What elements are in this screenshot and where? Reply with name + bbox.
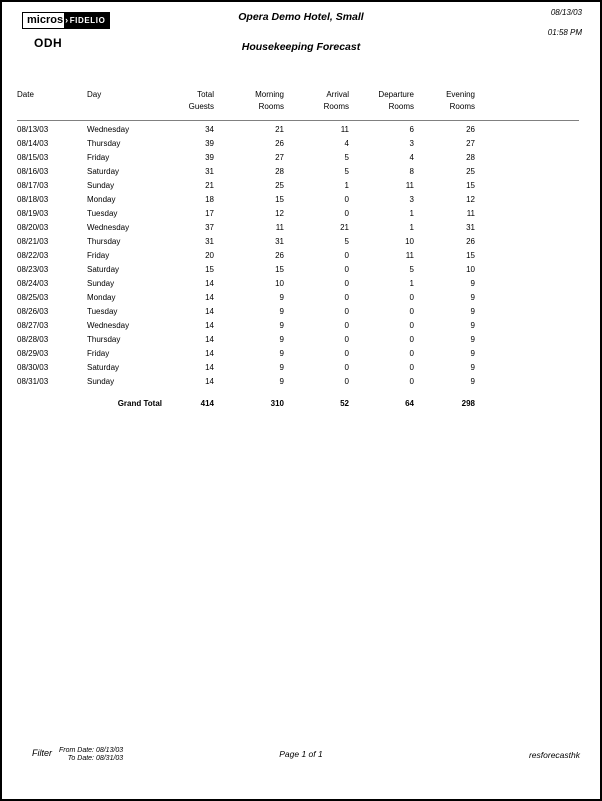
print-date: 08/13/03 [550,8,582,17]
departure-rooms-cell: 0 [409,321,414,330]
grand-total-evening-rooms-cell: 298 [461,399,475,408]
morning-rooms-cell: 9 [279,293,284,302]
arrival-rooms-cell: 0 [344,293,349,302]
total-guests-cell: 39 [205,153,214,162]
date-cell: 08/14/03 [17,139,49,148]
departure-rooms-cell: 0 [409,349,414,358]
spacer-cell [475,179,579,193]
day-cell: Thursday [87,139,121,148]
total-guests-cell: 14 [205,279,214,288]
evening-rooms-cell: 9 [470,307,475,316]
morning-rooms-cell: 26 [275,251,284,260]
col-header-date: Date [17,90,34,99]
arrival-rooms-cell: 0 [344,349,349,358]
arrival-rooms-cell: 21 [340,223,349,232]
departure-rooms-cell: 3 [409,139,414,148]
date-cell: 08/26/03 [17,307,49,316]
grand-total-label: Grand Total [117,399,162,408]
table-row [17,277,579,291]
total-guests-cell: 37 [205,223,214,232]
spacer-cell [475,221,579,235]
day-cell: Tuesday [87,307,118,316]
hotel-name: Opera Demo Hotel, Small [238,11,364,23]
date-cell: 08/25/03 [17,293,49,302]
total-guests-cell: 14 [205,363,214,372]
table-header [17,89,579,121]
morning-rooms-cell: 9 [279,335,284,344]
spacer-cell [475,121,579,138]
day-cell: Wednesday [87,321,130,330]
morning-rooms-cell: 9 [279,349,284,358]
arrival-rooms-cell: 0 [344,321,349,330]
morning-rooms-cell: 21 [275,125,284,134]
evening-rooms-cell: 9 [470,349,475,358]
evening-rooms-cell: 15 [466,181,475,190]
evening-rooms-cell: 9 [470,335,475,344]
total-guests-cell: 14 [205,335,214,344]
col-header-morning-rooms: Morning Rooms [255,90,284,111]
date-cell: 08/31/03 [17,377,49,386]
day-cell: Thursday [87,237,121,246]
table-row [17,165,579,179]
table-row [17,137,579,151]
grand-total-departure-rooms-cell: 64 [405,399,414,408]
spacer-cell [475,375,579,389]
arrival-rooms-cell: 1 [344,181,349,190]
spacer-cell [475,235,579,249]
morning-rooms-cell: 9 [279,377,284,386]
day-cell: Tuesday [87,209,118,218]
filter-label: Filter [32,748,52,758]
table-row [17,151,579,165]
date-cell: 08/16/03 [17,167,49,176]
col-header-evening-rooms: Evening Rooms [446,90,475,111]
date-cell: 08/21/03 [17,237,49,246]
arrival-rooms-cell: 0 [344,279,349,288]
page-number: Page 1 of 1 [279,749,323,759]
date-cell: 08/27/03 [17,321,49,330]
arrival-rooms-cell: 0 [344,307,349,316]
table-row [17,235,579,249]
grand-total-row [17,389,579,411]
logo-micros-text: micros [23,13,64,28]
total-guests-cell: 31 [205,167,214,176]
departure-rooms-cell: 11 [405,181,414,190]
evening-rooms-cell: 26 [466,237,475,246]
arrival-rooms-cell: 5 [344,153,349,162]
print-time: 01:58 PM [547,28,582,37]
evening-rooms-cell: 25 [466,167,475,176]
morning-rooms-cell: 15 [275,265,284,274]
table-row [17,361,579,375]
evening-rooms-cell: 10 [466,265,475,274]
departure-rooms-cell: 0 [409,335,414,344]
total-guests-cell: 21 [205,181,214,190]
table-row [17,221,579,235]
day-cell: Friday [87,251,110,260]
arrival-rooms-cell: 0 [344,209,349,218]
evening-rooms-cell: 9 [470,293,475,302]
table-row [17,347,579,361]
spacer-cell [475,319,579,333]
spacer-cell [475,347,579,361]
table-row [17,179,579,193]
arrival-rooms-cell: 0 [344,363,349,372]
date-cell: 08/20/03 [17,223,49,232]
col-header-departure-rooms: Departure Rooms [378,90,414,111]
filter-from-date: From Date: 08/13/03 [58,747,124,754]
day-cell: Friday [87,349,110,358]
departure-rooms-cell: 4 [409,153,414,162]
morning-rooms-cell: 31 [275,237,284,246]
arrival-rooms-cell: 11 [340,125,349,134]
morning-rooms-cell: 28 [275,167,284,176]
arrival-rooms-cell: 0 [344,335,349,344]
day-cell: Monday [87,293,116,302]
filter-to-date: To Date: 08/31/03 [67,755,124,762]
spacer-cell [475,165,579,179]
logo-arrow-icon: › [65,15,69,25]
morning-rooms-cell: 11 [275,223,284,232]
property-code: ODH [34,36,63,50]
date-cell: 08/23/03 [17,265,49,274]
spacer-cell [475,263,579,277]
date-cell: 08/13/03 [17,125,49,134]
day-cell: Sunday [87,181,115,190]
spacer-cell [475,249,579,263]
date-cell: 08/19/03 [17,209,49,218]
table-row [17,249,579,263]
arrival-rooms-cell: 4 [344,139,349,148]
table-body [17,121,579,412]
arrival-rooms-cell: 0 [344,195,349,204]
table-row [17,319,579,333]
morning-rooms-cell: 10 [275,279,284,288]
grand-total-total-guests-cell: 414 [200,399,214,408]
date-cell: 08/30/03 [17,363,49,372]
total-guests-cell: 14 [205,293,214,302]
date-cell: 08/18/03 [17,195,49,204]
footer [2,746,600,776]
spacer-cell [475,193,579,207]
evening-rooms-cell: 9 [470,377,475,386]
departure-rooms-cell: 1 [409,279,414,288]
day-cell: Sunday [87,279,115,288]
evening-rooms-cell: 27 [466,139,475,148]
table-row [17,291,579,305]
morning-rooms-cell: 25 [275,181,284,190]
table-row [17,375,579,389]
day-cell: Wednesday [87,125,130,134]
departure-rooms-cell: 3 [409,195,414,204]
morning-rooms-cell: 9 [279,307,284,316]
grand-total-arrival-rooms-cell: 52 [340,399,349,408]
total-guests-cell: 14 [205,307,214,316]
evening-rooms-cell: 11 [466,209,475,218]
table-row [17,263,579,277]
evening-rooms-cell: 15 [466,251,475,260]
evening-rooms-cell: 26 [466,125,475,134]
departure-rooms-cell: 1 [409,223,414,232]
arrival-rooms-cell: 5 [344,167,349,176]
table-row [17,207,579,221]
spacer-cell [475,277,579,291]
morning-rooms-cell: 15 [275,195,284,204]
departure-rooms-cell: 0 [409,307,414,316]
header-center [122,11,480,53]
forecast-table [17,89,579,411]
total-guests-cell: 18 [205,195,214,204]
departure-rooms-cell: 0 [409,293,414,302]
logo-fidelio-text: FIDELIO [69,16,106,25]
spacer-cell [475,151,579,165]
morning-rooms-cell: 9 [279,321,284,330]
date-cell: 08/24/03 [17,279,49,288]
micros-fidelio-logo [22,12,110,29]
spacer-cell [475,207,579,221]
day-cell: Saturday [87,265,120,274]
date-cell: 08/29/03 [17,349,49,358]
spacer-cell [475,291,579,305]
col-header-spacer [475,89,579,121]
evening-rooms-cell: 9 [470,279,475,288]
spacer-cell [475,333,579,347]
col-header-total-guests: Total Guests [188,90,214,111]
total-guests-cell: 34 [205,125,214,134]
arrival-rooms-cell: 5 [344,237,349,246]
table-row [17,333,579,347]
date-cell: 08/22/03 [17,251,49,260]
departure-rooms-cell: 10 [405,237,414,246]
report-id: resforecasthk [528,750,580,760]
total-guests-cell: 39 [205,139,214,148]
spacer-cell [475,137,579,151]
total-guests-cell: 31 [205,237,214,246]
morning-rooms-cell: 12 [275,209,284,218]
report-title: Housekeeping Forecast [241,41,361,53]
spacer-cell [475,305,579,319]
day-cell: Saturday [87,167,120,176]
morning-rooms-cell: 27 [275,153,284,162]
header-left [22,10,110,50]
day-cell: Wednesday [87,223,130,232]
date-cell: 08/17/03 [17,181,49,190]
spacer-cell [475,361,579,375]
morning-rooms-cell: 26 [275,139,284,148]
table-row [17,121,579,138]
day-cell: Friday [87,153,110,162]
total-guests-cell: 17 [205,209,214,218]
total-guests-cell: 15 [205,265,214,274]
col-header-arrival-rooms: Arrival Rooms [323,90,349,111]
departure-rooms-cell: 6 [409,125,414,134]
date-cell: 08/15/03 [17,153,49,162]
evening-rooms-cell: 28 [466,153,475,162]
spacer-cell [475,389,579,411]
table-row [17,193,579,207]
evening-rooms-cell: 31 [466,223,475,232]
col-header-day: Day [87,90,102,99]
total-guests-cell: 20 [205,251,214,260]
evening-rooms-cell: 12 [466,195,475,204]
day-cell: Thursday [87,335,121,344]
day-cell: Sunday [87,377,115,386]
evening-rooms-cell: 9 [470,363,475,372]
grand-total-morning-rooms-cell: 310 [270,399,284,408]
total-guests-cell: 14 [205,377,214,386]
day-cell: Monday [87,195,116,204]
departure-rooms-cell: 0 [409,377,414,386]
total-guests-cell: 14 [205,321,214,330]
arrival-rooms-cell: 0 [344,265,349,274]
departure-rooms-cell: 8 [409,167,414,176]
logo-fidelio-segment [64,13,109,28]
arrival-rooms-cell: 0 [344,377,349,386]
date-cell: 08/28/03 [17,335,49,344]
departure-rooms-cell: 5 [409,265,414,274]
evening-rooms-cell: 9 [470,321,475,330]
departure-rooms-cell: 0 [409,363,414,372]
departure-rooms-cell: 11 [405,251,414,260]
day-cell: Saturday [87,363,120,372]
header-right [548,8,582,38]
departure-rooms-cell: 1 [409,209,414,218]
table-row [17,305,579,319]
arrival-rooms-cell: 0 [344,251,349,260]
total-guests-cell: 14 [205,349,214,358]
morning-rooms-cell: 9 [279,363,284,372]
